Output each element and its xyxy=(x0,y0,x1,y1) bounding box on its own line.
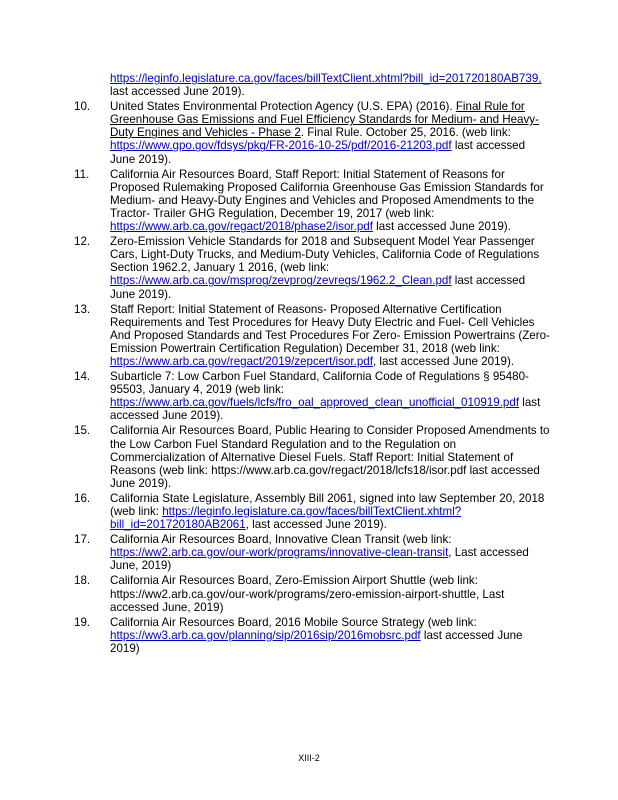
reference-text: United States Environmental Protection Agency (U.S. EPA) (2016). xyxy=(110,100,456,114)
reference-text: last accessed June 2019). xyxy=(110,139,526,166)
reference-link[interactable]: https://ww3.arb.ca.gov/planning/sip/2016sip/2016mobsrc.pdf xyxy=(110,628,421,642)
reference-text: California Air Resources Board, 2016 Mobile Source Strategy (web link: xyxy=(110,615,477,629)
reference-item-11 xyxy=(74,168,550,233)
reference-text: last accessed June 2019). xyxy=(372,220,511,234)
reference-item-10 xyxy=(74,100,550,165)
reference-number: 18. xyxy=(74,574,91,588)
reference-text: last accessed June 2019) xyxy=(110,628,523,655)
page-number: XIII-2 xyxy=(298,753,320,763)
reference-number: 14. xyxy=(74,370,91,384)
reference-item-16 xyxy=(74,492,550,531)
reference-number: 13. xyxy=(74,302,91,316)
reference-item-12 xyxy=(74,235,550,300)
reference-item-9-continued xyxy=(74,72,550,98)
reference-text: California Air Resources Board, Public Hearing to Consider Proposed Amendments to the Low Carbon Fuel Standard Regulation and to the Regulation on Commercialization of Alternative Diesel Fuels. Staff Report: Initial Statement of Reasons (web link: https://www.arb.ca.gov/regact/2018/lcfs18/isor.pdf last accessed June 2019). xyxy=(110,424,550,490)
reference-title: Final Rule for Greenhouse Gas Emissions and Fuel Efficiency Standards for Medium- and Heavy-Duty Engines and Vehicles - Phase 2 xyxy=(110,100,539,140)
reference-text: , last accessed June 2019). xyxy=(372,354,515,368)
reference-text: , last accessed June 2019). xyxy=(245,518,387,532)
reference-text: California Air Resources Board, Zero-Emission Airport Shuttle (web link: https://ww2.arb.ca.gov/our-work/programs/zero-emission-airport-shuttle, Last accessed June, 2019) xyxy=(110,574,505,614)
reference-link[interactable]: https://www.arb.ca.gov/regact/2019/zepcert/isor.pdf xyxy=(110,354,373,368)
reference-text: . Final Rule. October 25, 2016. (web link: xyxy=(300,126,511,140)
reference-item-14 xyxy=(74,370,550,422)
reference-item-19 xyxy=(74,616,550,655)
reference-text: California Air Resources Board, Staff Report: Initial Statement of Reasons for Proposed Rulemaking Proposed California Greenhouse Gas Emission Standards for Medium- and Heavy-Duty Engines and Vehicles and Proposed Amendments to the Tractor- Trailer GHG Regulation, December 19, 2017 (web link: xyxy=(110,167,544,220)
reference-item-17 xyxy=(74,533,550,572)
reference-text: Zero-Emission Vehicle Standards for 2018 and Subsequent Model Year Passenger Cars, Light-Duty Trucks, and Medium-Duty Vehicles, California Code of Regulations Section 1962.2, January 1 2016, (web link: xyxy=(110,235,540,275)
reference-text: , Last accessed June, 2019) xyxy=(110,546,529,573)
reference-number: 16. xyxy=(74,491,91,505)
reference-link[interactable]: https://www.gpo.gov/fdsys/pkg/FR-2016-10-25/pdf/2016-21203.pdf xyxy=(110,139,452,153)
reference-text: Subarticle 7: Low Carbon Fuel Standard, California Code of Regulations § 95480-95503, January 4, 2019 (web link: xyxy=(110,370,529,397)
reference-link[interactable]: https://www.arb.ca.gov/fuels/lcfs/fro_oal_approved_clean_unofficial_010919.pdf xyxy=(110,396,520,410)
reference-item-13 xyxy=(74,303,550,368)
reference-number: 19. xyxy=(74,615,91,629)
reference-text: last accessed June 2019). xyxy=(110,85,245,99)
reference-text: last accessed June 2019). xyxy=(110,274,526,301)
reference-text: last accessed June 2019). xyxy=(110,396,541,423)
reference-link[interactable]: https://ww2.arb.ca.gov/our-work/programs/innovative-clean-transit xyxy=(110,546,449,560)
reference-list xyxy=(74,72,550,657)
reference-link[interactable]: https://www.arb.ca.gov/msprog/zevprog/zevregs/1962.2_Clean.pdf xyxy=(110,274,452,288)
reference-text: California Air Resources Board, Innovative Clean Transit (web link: xyxy=(110,533,452,547)
reference-link[interactable]: https://leginfo.legislature.ca.gov/faces/billTextClient.xhtml?bill_id=201720180AB2061 xyxy=(110,505,462,532)
reference-number: 12. xyxy=(74,235,91,249)
reference-number: 15. xyxy=(74,424,91,438)
reference-text: California State Legislature, Assembly Bill 2061, signed into law September 20, 2018 (web link: xyxy=(110,491,545,518)
reference-link[interactable]: https://leginfo.legislature.ca.gov/faces/billTextClient.xhtml?bill_id=201720180AB739, xyxy=(110,72,542,85)
reference-number: 17. xyxy=(74,533,91,547)
reference-item-15 xyxy=(74,424,550,489)
reference-link[interactable]: https://www.arb.ca.gov/regact/2018/phase2/isor.pdf xyxy=(110,220,373,234)
reference-number: 11. xyxy=(74,167,90,181)
reference-item-18 xyxy=(74,574,550,613)
reference-text: Staff Report: Initial Statement of Reasons- Proposed Alternative Certification Requirements and Test Procedures for Heavy Duty Electric and Fuel- Cell Vehicles And Proposed Standards and Test Procedures For Zero- Emission Powertrains (Zero-Emission Powertrain Certification Regulation) December 31, 2018 (web link: xyxy=(110,302,550,355)
reference-number: 10. xyxy=(74,100,91,114)
